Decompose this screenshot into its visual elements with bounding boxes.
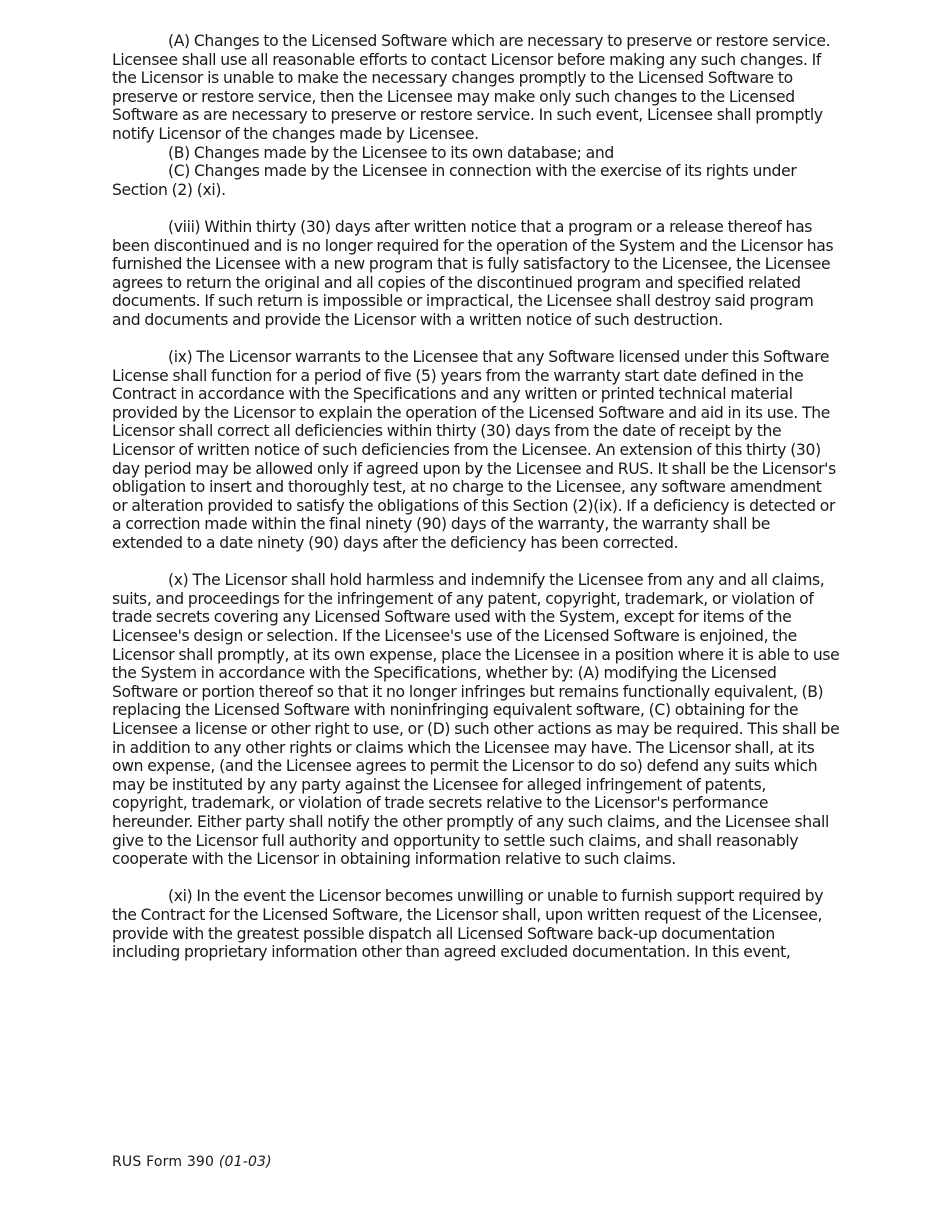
paragraph-ix: (ix) The Licensor warrants to the Licensee that any Software licensed under this Software License shall function for a period of five (5) years from the warranty start date defined in the Contract in accordance with the Specifications and any written or printed technical material provided by the Licensor to explain the operation of the Licensed Software and aid in its use. The Licensor shall correct all deficiencies within thirty (30) days from the date of receipt by the Licensor of written notice of such deficiencies from the Licensee. An extension of this thirty (30) day period may be allowed only if agreed upon by the Licensee and RUS. It shall be the Licensor's obligation to insert and thoroughly test, at no charge to the Licensee, any software amendment or alteration provided to satisfy the obligations of this Section (2)(ix). If a deficiency is detected or a correction made within the final ninety (90) days of the warranty, the warranty shall be extended to a date ninety (90) days after the deficiency has been corrected. [112,348,836,553]
paragraph-b: (B) Changes made by the Licensee to its own database; and [168,143,614,162]
paragraph-x: (x) The Licensor shall hold harmless and indemnify the Licensee from any and all claims, suits, and proceedings for the infringement of any patent, copyright, trademark, or violation of trade secrets covering any Licensed Software used with the System, except for items of the Licensee's design or selection. If the Licensee's use of the Licensed Software is enjoined, the Licensor shall promptly, at its own expense, place the Licensee in a position where it is able to use the System in accordance with the Specifications, whether by: (A) modifying the Licensed Software or portion thereof so that it no longer infringes but remains functionally equivalent, (B) replacing the Licensed Software with noninfringing equivalent software, (C) obtaining for the Licensee a license or other right to use, or (D) such other actions as may be required. This shall be in addition to any other rights or claims which the Licensee may have. The Licensor shall, at its own expense, (and the Licensee agrees to permit the Licensor to do so) defend any suits which may be instituted by any party against the Licensee for alleged infringement of patents, copyright, trademark, or violation of trade secrets relative to the Licensor's performance hereunder. Either party shall notify the other promptly of any such claims, and the Licensee shall give to the Licensor full authority and opportunity to settle such claims, and shall reasonably cooperate with the Licensor in obtaining information relative to such claims. [112,571,840,869]
page-footer [112,1154,272,1170]
paragraph-viii: (viii) Within thirty (30) days after written notice that a program or a release thereof has been discontinued and is no longer required for the operation of the System and the Licensor has furnished the Licensee with a new program that is fully satisfactory to the Licensee, the Licensee agrees to return the original and all copies of the discontinued program and specified related documents. If such return is impossible or impractical, the Licensee shall destroy said program and documents and provide the Licensor with a written notice of such destruction. [112,217,834,329]
paragraph-c: (C) Changes made by the Licensee in connection with the exercise of its rights under Section (2) (xi). [112,162,797,199]
footer-revision: (01-03) [218,1154,272,1170]
paragraph-xi: (xi) In the event the Licensor becomes unwilling or unable to furnish support required by the Contract for the Licensed Software, the Licensor shall, upon written request of the Licensee, provide with the greatest possible dispatch all Licensed Software back-up documentation including proprietary information other than agreed excluded documentation. In this event, [112,887,824,962]
footer-form-name: RUS Form 390 [112,1154,215,1170]
paragraph-a: (A) Changes to the Licensed Software which are necessary to preserve or restore service. Licensee shall use all reasonable efforts to contact Licensor before making any such changes. If the Licensor is unable to make the necessary changes promptly to the Licensed Software to preserve or restore service, then the Licensee may make only such changes to the Licensed Software as are necessary to preserve or restore service. In such event, Licensee shall promptly notify Licensor of the changes made by Licensee. [112,32,831,143]
document-body [112,32,840,962]
